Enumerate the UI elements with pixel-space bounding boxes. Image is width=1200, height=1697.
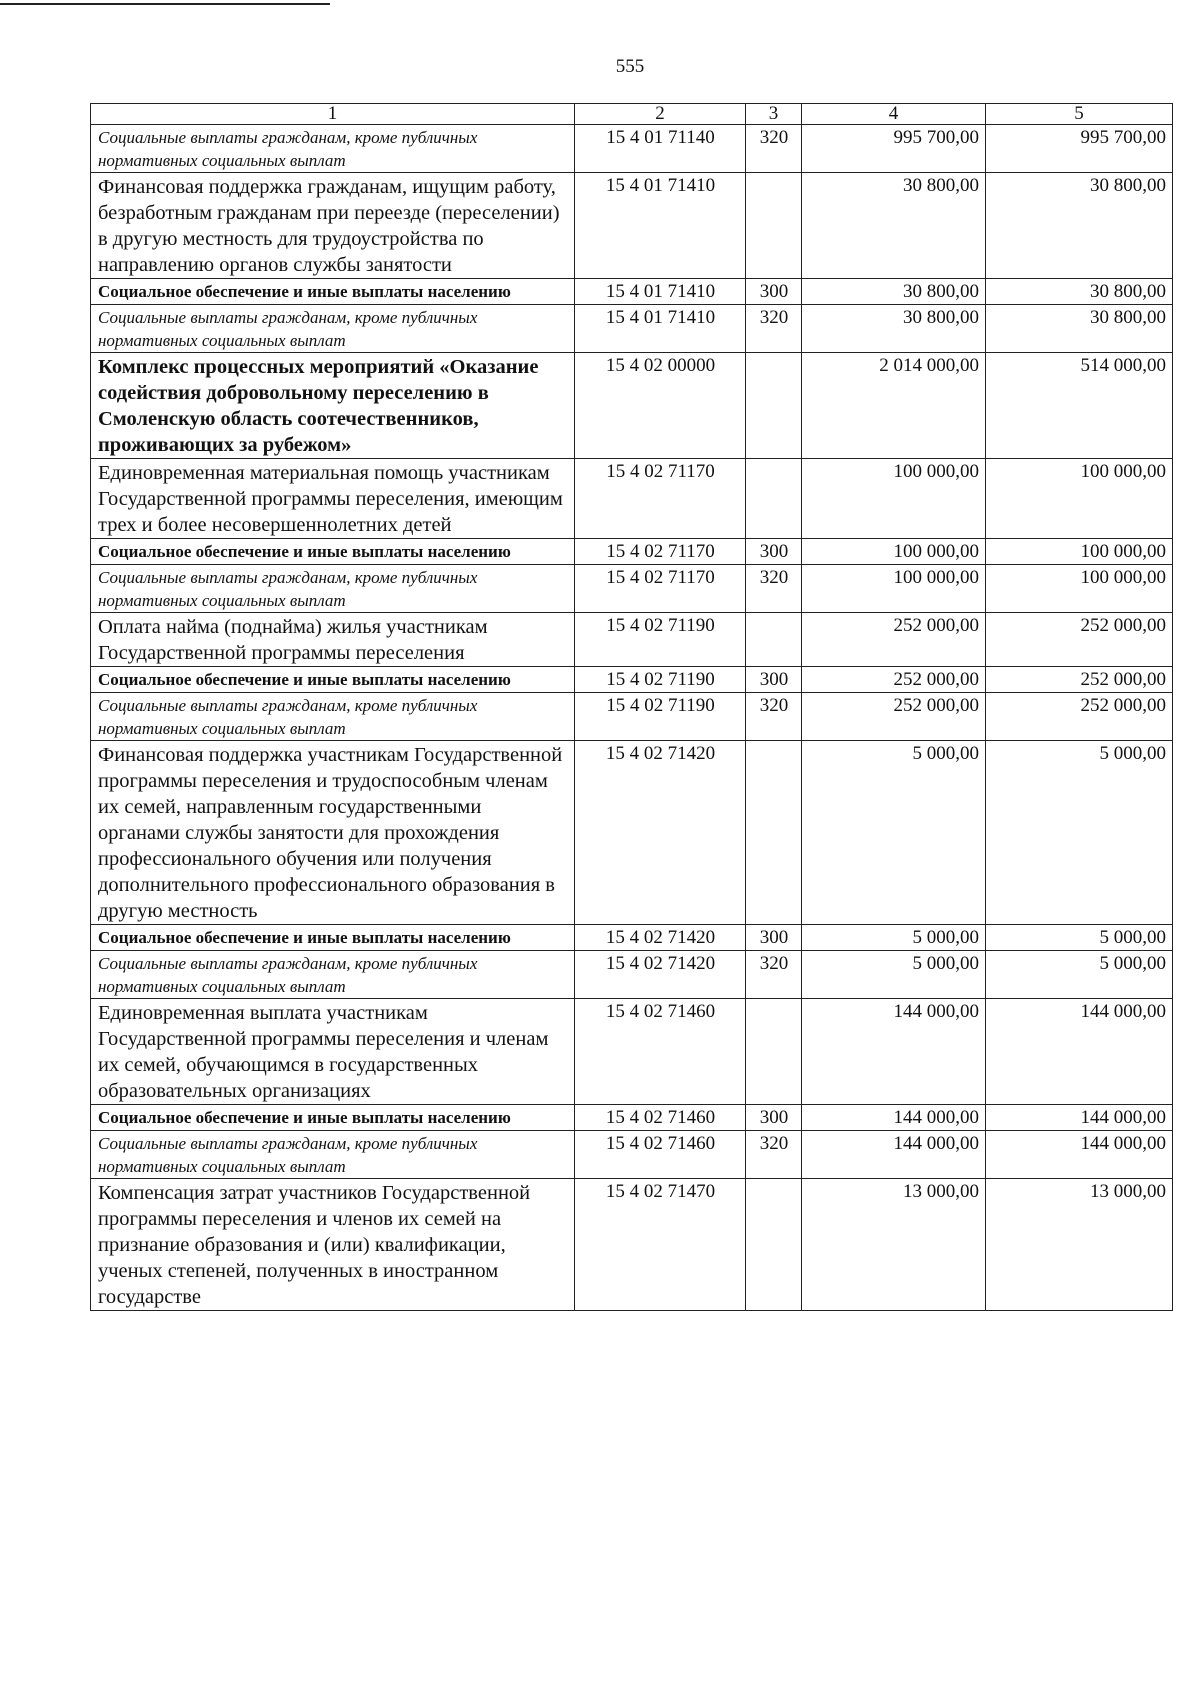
row-code-cell: 15 4 02 71460 (575, 1131, 746, 1179)
row-name-cell: Социальные выплаты гражданам, кроме публичных нормативных социальных выплат (91, 305, 575, 353)
row-value-col5-cell: 100 000,00 (986, 565, 1173, 613)
row-value-col4-cell: 144 000,00 (802, 1131, 986, 1179)
row-value-col4-cell: 252 000,00 (802, 613, 986, 667)
row-type-cell: 320 (746, 305, 802, 353)
row-name-cell: Комплекс процессных мероприятий «Оказание содействия добровольному переселению в Смоленскую область соотечественников, проживающих за рубежом» (91, 353, 575, 459)
table-row (91, 565, 1173, 613)
row-value-col5-cell: 144 000,00 (986, 1105, 1173, 1131)
row-code-cell: 15 4 02 71170 (575, 539, 746, 565)
row-value-col5-cell: 252 000,00 (986, 613, 1173, 667)
row-code-cell: 15 4 02 71190 (575, 613, 746, 667)
row-value-col4-cell: 144 000,00 (802, 999, 986, 1105)
row-value-col4-cell: 5 000,00 (802, 741, 986, 925)
row-name-cell: Социальное обеспечение и иные выплаты населению (91, 539, 575, 565)
row-name-cell: Социальные выплаты гражданам, кроме публичных нормативных социальных выплат (91, 125, 575, 173)
row-code-cell: 15 4 01 71410 (575, 173, 746, 279)
row-value-col4-cell: 2 014 000,00 (802, 353, 986, 459)
row-name-cell: Единовременная выплата участникам Государственной программы переселения и членам их семей, обучающимся в государственных образовательных организациях (91, 999, 575, 1105)
row-value-col5-cell: 252 000,00 (986, 693, 1173, 741)
row-code-cell: 15 4 02 00000 (575, 353, 746, 459)
row-type-cell (746, 459, 802, 539)
row-name-cell: Социальное обеспечение и иные выплаты населению (91, 1105, 575, 1131)
row-value-col4-cell: 13 000,00 (802, 1179, 986, 1311)
row-type-cell: 300 (746, 667, 802, 693)
table-row (91, 459, 1173, 539)
header-col-1: 1 (91, 104, 575, 125)
row-value-col4-cell: 100 000,00 (802, 459, 986, 539)
row-name-cell: Социальное обеспечение и иные выплаты населению (91, 667, 575, 693)
row-value-col4-cell: 252 000,00 (802, 693, 986, 741)
row-value-col4-cell: 30 800,00 (802, 305, 986, 353)
header-col-5: 5 (986, 104, 1173, 125)
table-row (91, 1131, 1173, 1179)
table-row (91, 539, 1173, 565)
row-value-col5-cell: 100 000,00 (986, 539, 1173, 565)
row-code-cell: 15 4 01 71140 (575, 125, 746, 173)
row-value-col5-cell: 144 000,00 (986, 1131, 1173, 1179)
row-value-col4-cell: 100 000,00 (802, 539, 986, 565)
row-name-cell: Финансовая поддержка участникам Государственной программы переселения и трудоспособным членам их семей, направленным государственными органами службы занятости для прохождения профессионального обучения или получения дополнительного профессионального образования в другую местность (91, 741, 575, 925)
row-name-cell: Финансовая поддержка гражданам, ищущим работу, безработным гражданам при переезде (переселении) в другую местность для трудоустройства по направлению органов службы занятости (91, 173, 575, 279)
row-value-col4-cell: 5 000,00 (802, 951, 986, 999)
row-value-col5-cell: 144 000,00 (986, 999, 1173, 1105)
row-type-cell (746, 1179, 802, 1311)
row-type-cell (746, 999, 802, 1105)
row-value-col5-cell: 995 700,00 (986, 125, 1173, 173)
row-type-cell: 300 (746, 539, 802, 565)
row-value-col5-cell: 100 000,00 (986, 459, 1173, 539)
row-value-col5-cell: 252 000,00 (986, 667, 1173, 693)
row-name-cell: Социальное обеспечение и иные выплаты населению (91, 279, 575, 305)
header-col-3: 3 (746, 104, 802, 125)
row-code-cell: 15 4 02 71170 (575, 459, 746, 539)
table-row (91, 741, 1173, 925)
row-value-col5-cell: 5 000,00 (986, 951, 1173, 999)
table-body (91, 125, 1173, 1311)
row-name-cell: Компенсация затрат участников Государственной программы переселения и членов их семей на признание образования и (или) квалификации, ученых степеней, полученных в иностранном государстве (91, 1179, 575, 1311)
row-value-col4-cell: 252 000,00 (802, 667, 986, 693)
row-type-cell: 300 (746, 279, 802, 305)
row-value-col5-cell: 514 000,00 (986, 353, 1173, 459)
row-code-cell: 15 4 01 71410 (575, 305, 746, 353)
row-code-cell: 15 4 02 71190 (575, 693, 746, 741)
row-value-col4-cell: 30 800,00 (802, 279, 986, 305)
row-value-col5-cell: 5 000,00 (986, 741, 1173, 925)
row-code-cell: 15 4 02 71470 (575, 1179, 746, 1311)
table-row (91, 1105, 1173, 1131)
row-value-col4-cell: 144 000,00 (802, 1105, 986, 1131)
table-row (91, 693, 1173, 741)
row-value-col5-cell: 5 000,00 (986, 925, 1173, 951)
row-type-cell: 300 (746, 925, 802, 951)
top-rule (0, 3, 330, 5)
row-name-cell: Оплата найма (поднайма) жилья участникам Государственной программы переселения (91, 613, 575, 667)
row-type-cell: 320 (746, 1131, 802, 1179)
row-name-cell: Социальные выплаты гражданам, кроме публичных нормативных социальных выплат (91, 693, 575, 741)
row-code-cell: 15 4 02 71460 (575, 999, 746, 1105)
row-type-cell: 320 (746, 125, 802, 173)
table-row (91, 173, 1173, 279)
row-value-col4-cell: 995 700,00 (802, 125, 986, 173)
row-name-cell: Единовременная материальная помощь участникам Государственной программы переселения, имеющим трех и более несовершеннолетних детей (91, 459, 575, 539)
row-name-cell: Социальные выплаты гражданам, кроме публичных нормативных социальных выплат (91, 565, 575, 613)
row-name-cell: Социальные выплаты гражданам, кроме публичных нормативных социальных выплат (91, 1131, 575, 1179)
row-type-cell: 320 (746, 951, 802, 999)
row-value-col4-cell: 100 000,00 (802, 565, 986, 613)
row-code-cell: 15 4 01 71410 (575, 279, 746, 305)
row-type-cell: 320 (746, 565, 802, 613)
table-row (91, 353, 1173, 459)
row-type-cell (746, 613, 802, 667)
table-row (91, 951, 1173, 999)
table-row (91, 305, 1173, 353)
row-value-col4-cell: 5 000,00 (802, 925, 986, 951)
row-code-cell: 15 4 02 71170 (575, 565, 746, 613)
row-name-cell: Социальное обеспечение и иные выплаты населению (91, 925, 575, 951)
budget-table (90, 103, 1173, 1311)
row-type-cell (746, 741, 802, 925)
row-code-cell: 15 4 02 71460 (575, 1105, 746, 1131)
row-code-cell: 15 4 02 71190 (575, 667, 746, 693)
row-value-col4-cell: 30 800,00 (802, 173, 986, 279)
table-row (91, 999, 1173, 1105)
table-row (91, 279, 1173, 305)
header-col-4: 4 (802, 104, 986, 125)
table-row (91, 667, 1173, 693)
row-value-col5-cell: 13 000,00 (986, 1179, 1173, 1311)
row-value-col5-cell: 30 800,00 (986, 173, 1173, 279)
page-number: 555 (615, 56, 645, 77)
table-row (91, 1179, 1173, 1311)
table-row (91, 613, 1173, 667)
row-type-cell (746, 353, 802, 459)
row-value-col5-cell: 30 800,00 (986, 279, 1173, 305)
row-type-cell: 300 (746, 1105, 802, 1131)
row-type-cell (746, 173, 802, 279)
table-row (91, 125, 1173, 173)
header-col-2: 2 (575, 104, 746, 125)
table-row (91, 925, 1173, 951)
row-code-cell: 15 4 02 71420 (575, 925, 746, 951)
row-type-cell: 320 (746, 693, 802, 741)
row-value-col5-cell: 30 800,00 (986, 305, 1173, 353)
row-name-cell: Социальные выплаты гражданам, кроме публичных нормативных социальных выплат (91, 951, 575, 999)
row-code-cell: 15 4 02 71420 (575, 951, 746, 999)
row-code-cell: 15 4 02 71420 (575, 741, 746, 925)
header-row (91, 104, 1173, 125)
